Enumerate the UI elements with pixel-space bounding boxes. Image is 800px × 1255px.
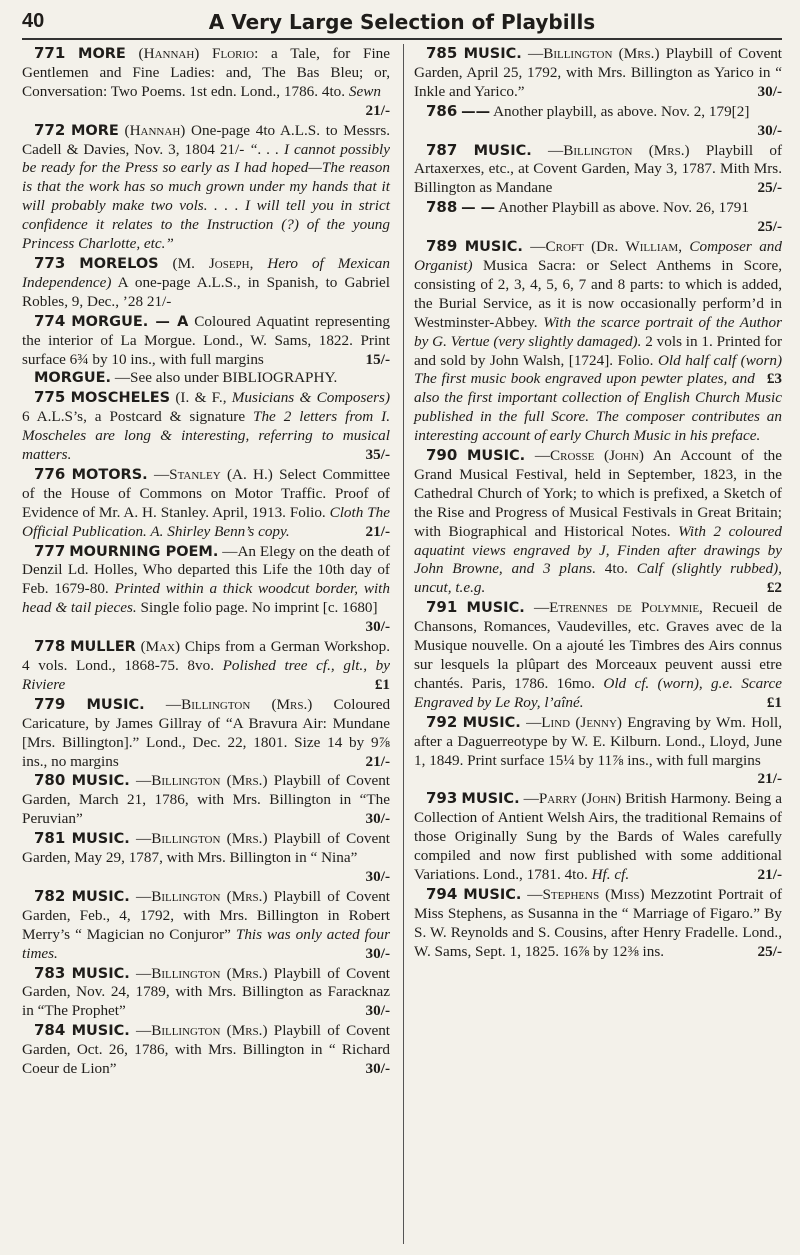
entry-heading: MUSIC. [466,448,526,465]
entry-price: 21/- [365,522,390,540]
entry-italic-note: Sewn [348,82,381,100]
entry-text: Mezzotint Portrait of Miss Stephens, as Susanna in the “ Marriage of Figaro.” By S. W. Reynolds and S. Cousins, after Henry Fradelle. Lond., W. Sams, Sept. 1, 1825. 16⅞ by 12⅜ ins. [414,885,783,960]
entry-subject: —Billington (Mrs.) [136,830,268,848]
catalogue-entry [414,713,782,790]
entry-heading: MUSIC. [464,239,523,256]
entry-subject: —Parry (John) [523,790,622,808]
entry-text-continued: A one-page A.L.S., in Spanish, to Gabriel Robles, 9, Dec., ’28 21/- [22,273,390,310]
entry-number: 787 [426,140,458,159]
entry-text: An Account of the Grand Musical Festival, held in September, 1823, in the Cathedral Church of York; to which is prefixed, a Sketch of the Rise and Progress of Musical Festivals in Great Britain; with Biographical and Historical Notes. [414,447,783,540]
entry-text: Playbill of Covent Garden, March 21, 1786, with Mrs. Billington in “The Peruvian” [22,772,391,828]
entry-subject: —Billington (Mrs.) [136,1022,268,1040]
entry-subject: —Billington (Mrs.) [548,141,690,159]
entry-number: 783 [34,963,66,982]
entry-subject: (Hannah) [124,121,186,139]
entry-text: Coloured Aquatint representing the interior of La Morgue. Lond., W. Sams, 1822. Print surface 6¾ by 10 ins., with full margins [22,312,391,368]
entry-price: 30/- [365,1002,390,1020]
entry-number: 794 [426,884,458,903]
entry-italic-note: With the scarce portrait of the Author by G. Vertue (very slightly damaged). [414,313,782,350]
entry-heading: MOSCHELES [70,390,171,407]
entry-number: 775 [34,388,66,407]
entry-text-continued: Single folio page. No imprint [c. 1680] [140,599,378,617]
entry-number: 791 [426,598,458,617]
entry-italic-note: Printed within a thick woodcut border, with head & tail pieces. [22,580,390,617]
entry-number: 786 [426,101,458,120]
entry-italic-note: Hero of Mexican Independence) [22,254,390,291]
entry-price: 21/- [757,770,782,788]
catalogue-entry [414,44,782,102]
entry-number: 772 [34,120,66,139]
entry-number: 779 [34,694,66,713]
entry-heading: MORGUE. [34,370,112,387]
entry-price: 30/- [365,618,390,636]
entry-subject: —Etrennes de Polymnie, [533,599,703,617]
entry-price: 21/- [757,865,782,883]
entry-heading: MUSIC. [462,714,521,731]
page-number: 40 [22,10,45,32]
entry-subject: (I. & F., [175,389,232,407]
entry-heading: MULLER [70,639,136,656]
entry-number: 771 [34,44,66,62]
entry-text-continued: 6 A.L.S’s, a Postcard & signature [22,408,246,426]
entry-heading: MORE [78,46,126,62]
entry-price: £1 [374,675,390,693]
entry-number: 778 [34,637,66,656]
entry-price: 21/- [365,752,390,770]
entry-text: —An Elegy on the death of Denzil Ld. Holles, Who departed this Life the 10th day of Feb. 1679-80. [22,542,391,598]
entry-italic-note: With 2 coloured aquatint views engraved by J, Finden after drawings by John Browne, and 3 plans. [414,522,782,578]
left-column [22,44,390,1079]
catalogue-entry [22,1021,390,1079]
catalogue-entry [22,771,390,829]
catalogue-entry [414,141,782,199]
entry-text: Select Committee of the House of Commons on Motor Traffic. Proof of Evidence of Mr. A. H. Stanley. April, 1913. Folio. [22,465,390,521]
catalogue-entry [22,388,390,465]
catalogue-entry [414,789,782,885]
catalogue-entry [22,312,390,370]
entry-heading: MUSIC. [71,965,130,982]
entry-heading: — — [461,200,496,217]
entry-italic-note: Polished tree cf., glt., by Riviere [22,657,391,693]
entry-heading: MUSIC. [71,1023,130,1040]
entry-subject: —Stanley (A. H.) [153,465,273,483]
entry-subject: —Stephens (Miss) [527,885,645,903]
entry-italic-note: Calf (slightly rubbed), uncut, t.e.g. [414,560,782,597]
catalogue-entry [414,237,782,446]
entry-price: £3 [766,370,782,388]
entry-price: 35/- [365,446,390,464]
entry-text-continued: Musica Sacra: or Select Anthems in Score, consisting of 2, 3, 4, 5, 6, 7 and 8 parts: to which is added, the Burial Service, as it is now occasionally perform’d in Westminster-Abbey. [414,256,783,331]
page-header [22,10,782,40]
entry-text: a Tale, for Fine Gentlemen and Fine Ladies: and, The Bas Bleu; or, Conversation: Two Poems. 1st edn. Lond., 1786. 4to. [22,45,391,100]
catalogue-entry [22,829,390,887]
entry-price: 25/- [757,179,782,197]
entry-number: 785 [426,44,458,62]
entry-heading: MUSIC. [463,886,522,903]
entry-text-continued: 2 vols in 1. Printed for and sold by John Walsh, [1724]. Folio. [414,332,783,369]
entry-text: Engraving by Wm. Holl, after a Daguerreotype by W. E. Kilburn. Lond., Lloyd, June 1, 1849. Print surface 15¼ by 11⅞ ins., with full margins [414,713,782,769]
catalogue-entry [22,542,390,638]
entry-price: 25/- [757,218,782,236]
catalogue-entry [414,598,782,712]
entry-heading: MUSIC. [71,831,130,848]
entry-italic-note: Engraved by Le Roy, l’aîné. [414,693,584,711]
entry-heading: MUSIC. [86,696,145,713]
entry-italic-note: Old cf. (worn), g.e. Scarce [603,674,782,692]
entry-italic-note: Composer and Organist) [414,238,782,274]
entry-text: Playbill of Artaxerxes, etc., at Covent Garden, May 3, 1787. Mith Mrs. Billington as Mandane [414,141,782,197]
entry-italic-note: Musicians & Composers) [231,389,391,407]
catalogue-entry [22,121,390,254]
entry-number: 790 [426,446,458,465]
entry-price: 30/- [365,1060,390,1078]
entry-price: 30/- [365,867,390,885]
entry-price: £1 [766,693,782,711]
entry-text: Chips from a German Workshop. 4 vols. Lond., 1868-75. 8vo. [22,638,391,674]
entry-italic-note: Old half calf (worn) [657,351,783,369]
running-title: A Very Large Selection of Playbills [208,10,596,34]
entry-text: Another Playbill as above. Nov. 26, 1791 [498,199,749,217]
entry-italic-note: “. . . I cannot possibly be ready for the Press so early as I had hoped—The reason is that the work has so much grown under my hands that it will probably make two vols. . . . I will tell you in strict confidence it relates to the Instruction (?) of the young Princess Charlotte, etc.” [22,140,391,253]
entry-italic-note: Cloth [329,503,364,521]
entry-heading: MOURNING POEM. [69,543,219,560]
entry-subject: —Billington (Mrs.) [136,887,268,905]
entry-text: Playbill of Covent Garden, Oct. 26, 1786, with Mrs. Billington in “ Richard Coeur de Lion” [22,1022,391,1078]
entry-number: 776 [34,464,66,483]
entry-price: 30/- [757,121,782,139]
catalogue-entry [414,198,782,237]
entry-subject: —Lind (Jenny) [526,713,622,731]
entry-number: 774 [34,311,66,330]
entry-text: —See also under BIBLIOGRAPHY. [114,369,338,387]
catalogue-entry [22,887,390,964]
entry-italic-note: This was only acted four times. [22,925,390,962]
entry-subject: —Billington (Mrs.) [136,772,268,790]
entry-heading: MUSIC. [473,142,532,159]
entry-heading: MORGUE. — A [71,313,189,330]
entry-number: 792 [426,712,458,731]
entry-heading: —— [461,103,491,120]
entry-text: Recueil de Chansons, Romances, Vaudevilles, etc. Graves avec de la Musique nouvelle. On a ajouté les Timbres des Airs connus sur lesquels la plûpart des Morceaux peuvent aussi etre chantés. Paris, 1786. 16mo. [414,599,783,692]
catalogue-entry [22,254,390,312]
entry-subject: —Crosse (John) [534,447,644,465]
entry-heading: MUSIC. [463,46,522,62]
entry-subject: (Hannah) Florio: [138,45,259,62]
catalogue-entry [414,446,782,598]
catalogue-entry [22,695,390,772]
entry-subject: —Billington (Mrs.) [528,45,660,62]
entry-number: 781 [34,829,66,848]
catalogue-entry [22,369,390,388]
entry-price: 25/- [757,942,782,960]
entry-text: Another playbill, as above. Nov. 2, 179[2] [493,102,750,120]
entry-subject: (M. Joseph, [172,254,268,272]
right-column [414,44,782,962]
entry-number: 773 [34,253,66,272]
entry-text: British Harmony. Being a Collection of Antient Welsh Airs, the traditional Remains of those Originally Sung by the Bards of Wales carefully compiled and now first published with some additional Variations. Lond., 1781. 4to. [414,790,783,883]
entry-subject: —Croft (Dr. William, [530,238,690,256]
entry-number: 782 [34,886,66,905]
entry-subject: (Max) [140,638,181,656]
entry-heading: MOTORS. [71,466,148,483]
catalogue-entry [414,102,782,141]
entry-heading: MUSIC. [71,773,130,790]
entry-text: Coloured Caricature, by James Gillray of “A Bravura Air: Mundane [Mrs. Billington].” Lond., Dec. 22, 1801. Size 14 by 9⅞ ins., no margins [22,695,391,770]
catalogue-entry [22,964,390,1022]
entry-number: 793 [426,789,458,808]
entry-subject: —Billington (Mrs.) [136,964,268,982]
entry-heading: MUSIC. [466,600,525,617]
entry-text-continued: 4to. [604,560,637,578]
entry-subject: —Billington (Mrs.) [165,695,313,713]
entry-price: £2 [766,579,782,597]
entry-italic-note: Hf. cf. [591,865,630,883]
entry-number: 789 [426,237,458,256]
entry-price: 21/- [365,101,390,119]
entry-number: 788 [426,198,458,217]
entry-heading: MUSIC. [71,888,130,905]
catalogue-entry [22,44,390,121]
entry-italic-note: The first music book engraved upon pewter plates, and also the first important collection of English Church Music published in the full Score. The composer contributes an interesting account of early Church Music in his preface. [414,370,782,445]
entry-number: 777 [34,541,66,560]
column-divider [403,44,404,1244]
entry-price: 30/- [757,82,782,100]
entry-heading: MORELOS [79,255,159,272]
entry-text: Playbill of Covent Garden, Nov. 24, 1789, with Mrs. Billington as Faracknaz in “The Prophet” [22,964,391,1020]
entry-text: One-page 4to A.L.S. to Messrs. Cadell & Davies, Nov. 3, 1804 21/- [22,121,391,158]
entry-text: Playbill of Covent Garden, Feb., 4, 1792, with Mrs. Billington in Robert Merry’s “ Magician no Conjuror” [22,887,391,943]
entry-heading: MORE [71,122,119,139]
entry-italic-note: The Official Publication. A. Shirley Benn’s copy. [22,503,390,540]
catalogue-entry [22,465,390,542]
entry-heading: MUSIC. [461,791,520,808]
entry-number: 780 [34,771,66,790]
entry-price: 15/- [365,350,390,368]
entry-italic-note: The 2 letters from I. Moscheles are long & interesting, referring to musical matters. [22,408,391,464]
entry-text: Playbill of Covent Garden, May 29, 1787, with Mrs. Billington in “ Nina” [22,830,391,867]
entry-price: 30/- [365,944,390,962]
entry-text: Playbill of Covent Garden, April 25, 1792, with Mrs. Billington as Yarico in “ Inkle and Yarico.” [414,45,783,100]
entry-number: 784 [34,1021,66,1040]
entry-price: 30/- [365,810,390,828]
catalogue-entry [414,885,782,962]
catalogue-entry [22,637,390,695]
